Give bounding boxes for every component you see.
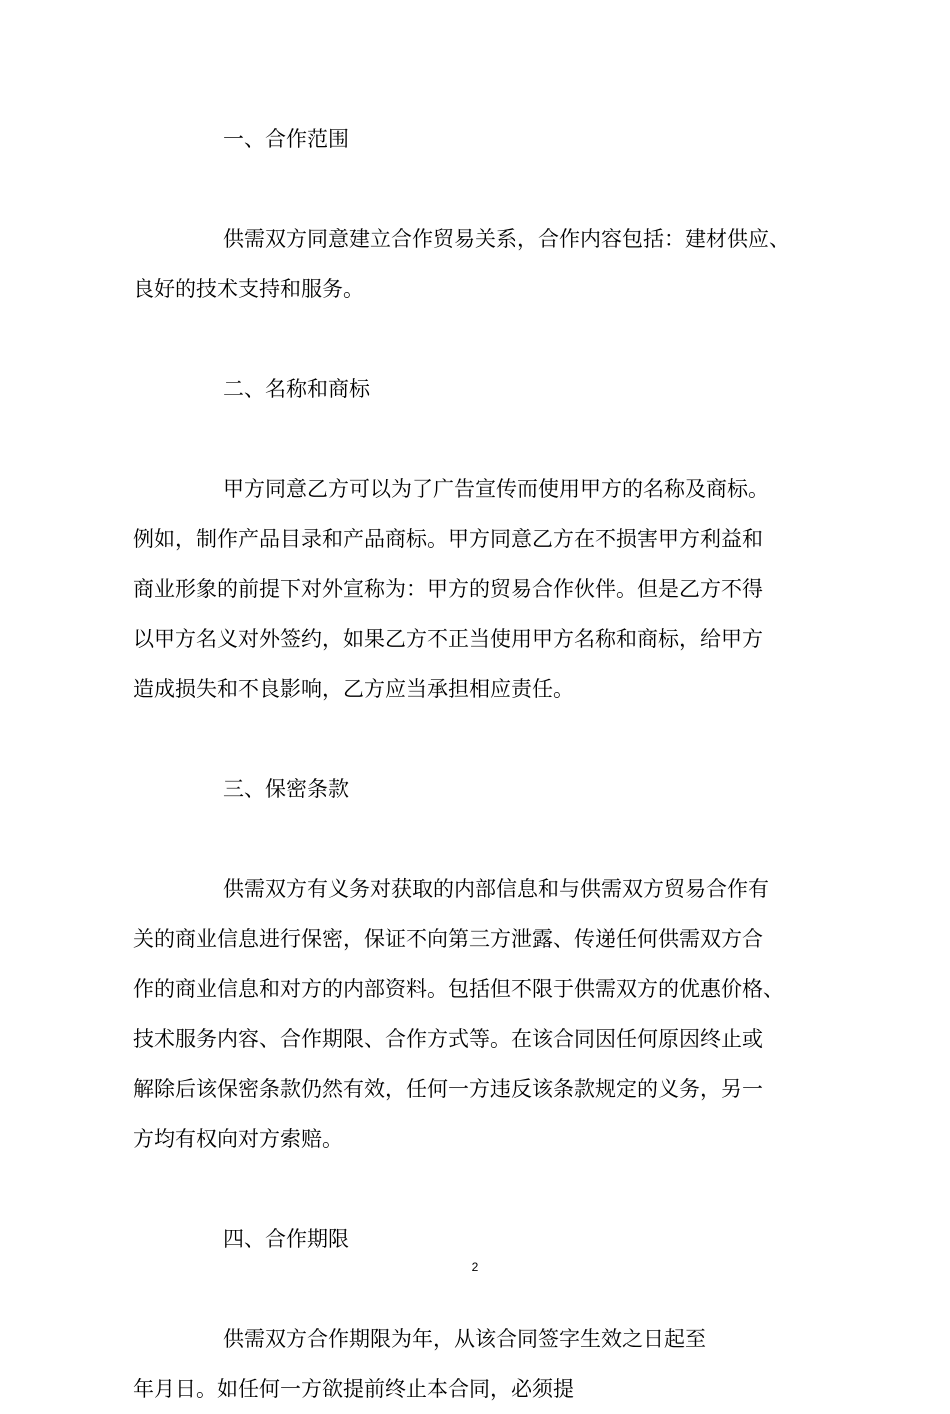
paragraph-line: 例如，制作产品目录和产品商标。甲方同意乙方在不损害甲方利益和 <box>133 527 763 551</box>
section-heading-name-trademark: 二、名称和商标 <box>223 377 370 401</box>
spacer <box>133 814 823 864</box>
paragraph-line: 供需双方合作期限为年，从该合同签字生效之日起至 <box>223 1327 706 1351</box>
paragraph-line: 供需双方同意建立合作贸易关系，合作内容包括：建材供应、 <box>223 227 790 251</box>
section-heading-scope: 一、合作范围 <box>223 127 349 151</box>
spacer <box>133 314 823 364</box>
section-heading-confidentiality: 三、保密条款 <box>223 777 349 801</box>
section-heading-term: 四、合作期限 <box>223 1227 349 1251</box>
section-paragraph-name-trademark <box>133 464 823 714</box>
paragraph-line: 以甲方名义对外签约，如果乙方不正当使用甲方名称和商标，给甲方 <box>133 627 763 651</box>
paragraph-line: 供需双方有义务对获取的内部信息和与供需双方贸易合作有 <box>223 877 769 901</box>
section-paragraph-confidentiality <box>133 864 823 1164</box>
section-paragraph-term <box>133 1314 823 1414</box>
paragraph-line: 作的商业信息和对方的内部资料。包括但不限于供需双方的优惠价格、 <box>133 977 784 1001</box>
paragraph-line: 方均有权向对方索赔。 <box>133 1127 343 1151</box>
page-number: 2 <box>471 1260 479 1274</box>
paragraph-line: 甲方同意乙方可以为了广告宣传而使用甲方的名称及商标。 <box>223 477 769 501</box>
paragraph-line: 造成损失和不良影响，乙方应当承担相应责任。 <box>133 677 574 701</box>
paragraph-line: 商业形象的前提下对外宣称为：甲方的贸易合作伙伴。但是乙方不得 <box>133 577 763 601</box>
paragraph-line: 解除后该保密条款仍然有效，任何一方违反该条款规定的义务，另一 <box>133 1077 763 1101</box>
spacer <box>133 1164 823 1214</box>
spacer <box>133 714 823 764</box>
document-body <box>133 114 823 1414</box>
paragraph-line: 良好的技术支持和服务。 <box>133 277 364 301</box>
paragraph-line: 年月日。如任何一方欲提前终止本合同，必须提 <box>133 1377 574 1401</box>
spacer <box>133 414 823 464</box>
section-paragraph-scope <box>133 214 823 314</box>
paragraph-line: 技术服务内容、合作期限、合作方式等。在该合同因任何原因终止或 <box>133 1027 763 1051</box>
spacer <box>133 164 823 214</box>
paragraph-line: 关的商业信息进行保密，保证不向第三方泄露、传递任何供需双方合 <box>133 927 763 951</box>
